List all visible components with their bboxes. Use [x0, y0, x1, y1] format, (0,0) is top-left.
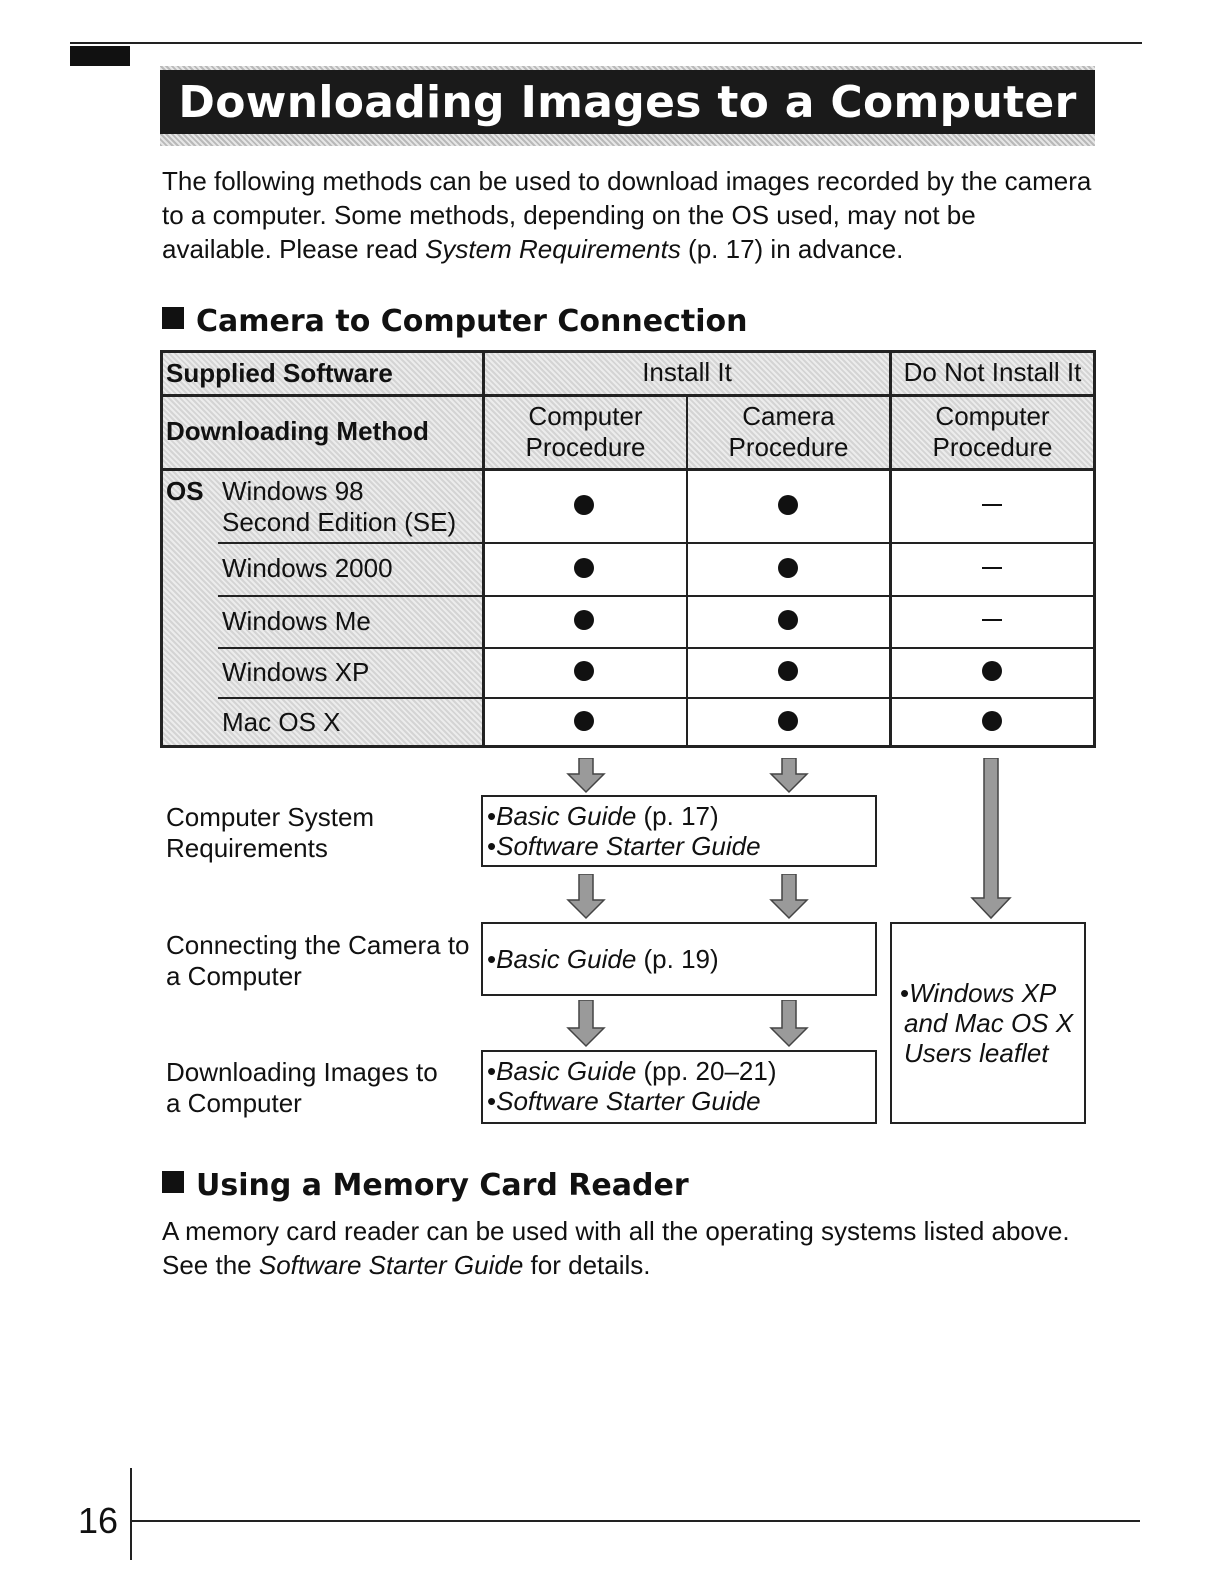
os-name: Mac OS X: [222, 707, 341, 737]
down-arrow-icon: [566, 1000, 606, 1048]
leaflet-title: Users leaflet: [904, 1038, 1049, 1068]
guide-box-requirements: [481, 795, 877, 867]
leaflet-title: Windows XP: [909, 978, 1057, 1008]
supported-dot-icon: [778, 495, 798, 515]
table-rule: [218, 595, 1096, 597]
header-line: Camera: [742, 401, 835, 431]
header-block: [70, 46, 130, 66]
section-heading-connection: [162, 304, 747, 339]
table-rule: [160, 394, 1096, 397]
not-supported-dash: [982, 567, 1002, 569]
guide-box-downloading: [481, 1050, 877, 1124]
reader-paragraph: [162, 1214, 1102, 1282]
table-border-left: [160, 350, 163, 748]
leaflet-line: [900, 1008, 1084, 1038]
header-line: Procedure: [932, 432, 1053, 462]
supported-dot-icon: [982, 711, 1002, 731]
page-title: Downloading Images to a Computer: [178, 76, 1077, 128]
reader-italic-ref: Software Starter Guide: [258, 1250, 524, 1280]
table-rule: [218, 697, 1096, 699]
camera-procedure-header: [688, 401, 889, 463]
do-not-install-header: Do Not Install It: [903, 357, 1082, 387]
os-name-line: Second Edition (SE): [222, 507, 457, 537]
supported-dot-icon: [574, 610, 594, 630]
supported-dot-icon: [778, 711, 798, 731]
install-it-header: Install It: [642, 357, 732, 387]
guide-box-leaflet: [890, 922, 1086, 1124]
guide-title: Basic Guide: [496, 1056, 637, 1086]
down-arrow-icon: [566, 758, 606, 794]
supported-dot-icon: [982, 661, 1002, 681]
step-label-line: Requirements: [166, 833, 328, 863]
supported-dot-icon: [778, 610, 798, 630]
computer-procedure-header-no-install: [892, 401, 1093, 463]
section-heading-text: Camera to Computer Connection: [196, 304, 748, 339]
long-down-arrow-icon: [970, 758, 1012, 920]
step-label-downloading: [166, 1057, 438, 1119]
os-name: [222, 476, 456, 538]
leaflet-line: •Windows XP: [900, 978, 1057, 1008]
supplied-software-label: Supplied Software: [166, 358, 393, 388]
intro-italic-ref: System Requirements: [425, 234, 681, 264]
leaflet-line: [900, 1038, 1084, 1068]
supported-dot-icon: [778, 558, 798, 578]
os-name: Windows XP: [222, 657, 370, 687]
table-border-right: [1093, 350, 1096, 748]
down-arrow-icon: [566, 874, 606, 920]
os-name: Windows 2000: [222, 553, 393, 583]
square-bullet-icon: [162, 1171, 184, 1193]
not-supported-dash: [982, 504, 1002, 506]
footer-vertical-rule: [130, 1468, 132, 1560]
table-border-top: [160, 350, 1096, 353]
intro-text-end: (p. 17) in advance.: [680, 234, 904, 264]
step-label-line: a Computer: [166, 1088, 302, 1118]
header-line: Procedure: [525, 432, 646, 462]
table-border-bottom: [160, 745, 1096, 748]
guide-page: (p. 19): [636, 944, 719, 974]
step-label-line: a Computer: [166, 961, 302, 991]
connection-table: [160, 350, 1096, 748]
os-label: OS: [166, 476, 204, 506]
section-heading-reader: [162, 1168, 689, 1203]
step-label-connecting: [166, 930, 470, 992]
guide-ref: •Software Starter Guide: [487, 1086, 761, 1116]
downloading-method-label: Downloading Method: [166, 416, 429, 446]
computer-procedure-header: [485, 401, 686, 463]
guide-box-connecting: [481, 922, 877, 996]
header-line: Procedure: [728, 432, 849, 462]
top-rule: [70, 42, 1142, 44]
guide-page: (p. 17): [636, 801, 719, 831]
intro-paragraph: [162, 164, 1092, 266]
down-arrow-icon: [769, 1000, 809, 1048]
os-name: Windows Me: [222, 606, 371, 636]
step-label-line: Downloading Images to: [166, 1057, 438, 1087]
supported-dot-icon: [778, 661, 798, 681]
os-name-line: Windows 98: [222, 476, 364, 506]
title-banner: [160, 66, 1095, 146]
guide-ref: •Basic Guide (p. 17): [487, 801, 719, 831]
step-label-line: Connecting the Camera to: [166, 930, 470, 960]
header-line: Computer: [935, 401, 1050, 431]
section-heading-text: Using a Memory Card Reader: [196, 1168, 689, 1203]
guide-ref: •Basic Guide (p. 19): [487, 944, 719, 974]
title-bar: [160, 70, 1095, 134]
page-number: 16: [78, 1500, 119, 1541]
guide-title: Software Starter Guide: [496, 831, 761, 861]
guide-title: Software Starter Guide: [496, 1086, 761, 1116]
table-rule: [218, 647, 1096, 649]
table-rule: [160, 468, 1096, 471]
down-arrow-icon: [769, 874, 809, 920]
square-bullet-icon: [162, 307, 184, 329]
supported-dot-icon: [574, 661, 594, 681]
step-label-requirements: [166, 802, 374, 864]
guide-ref: •Software Starter Guide: [487, 831, 761, 861]
intro-text: The following methods can be used to download images recorded by the camera to a computer. Some methods, depending on the OS used, may not be available. Please read: [162, 166, 1092, 264]
not-supported-dash: [982, 619, 1002, 621]
footer-rule: [130, 1520, 1140, 1522]
reader-text: A memory card reader can be used with all the operating systems listed above. See the: [162, 1216, 1070, 1280]
header-line: Computer: [528, 401, 643, 431]
guide-title: Basic Guide: [496, 801, 637, 831]
leaflet-title: and Mac OS X: [904, 1008, 1074, 1038]
guide-page: (pp. 20–21): [636, 1056, 777, 1086]
reader-text-end: for details.: [523, 1250, 651, 1280]
down-arrow-icon: [769, 758, 809, 794]
guide-ref: •Basic Guide (pp. 20–21): [487, 1056, 777, 1086]
guide-title: Basic Guide: [496, 944, 637, 974]
supported-dot-icon: [574, 495, 594, 515]
step-label-line: Computer System: [166, 802, 375, 832]
supported-dot-icon: [574, 711, 594, 731]
table-rule: [218, 542, 1096, 544]
supported-dot-icon: [574, 558, 594, 578]
